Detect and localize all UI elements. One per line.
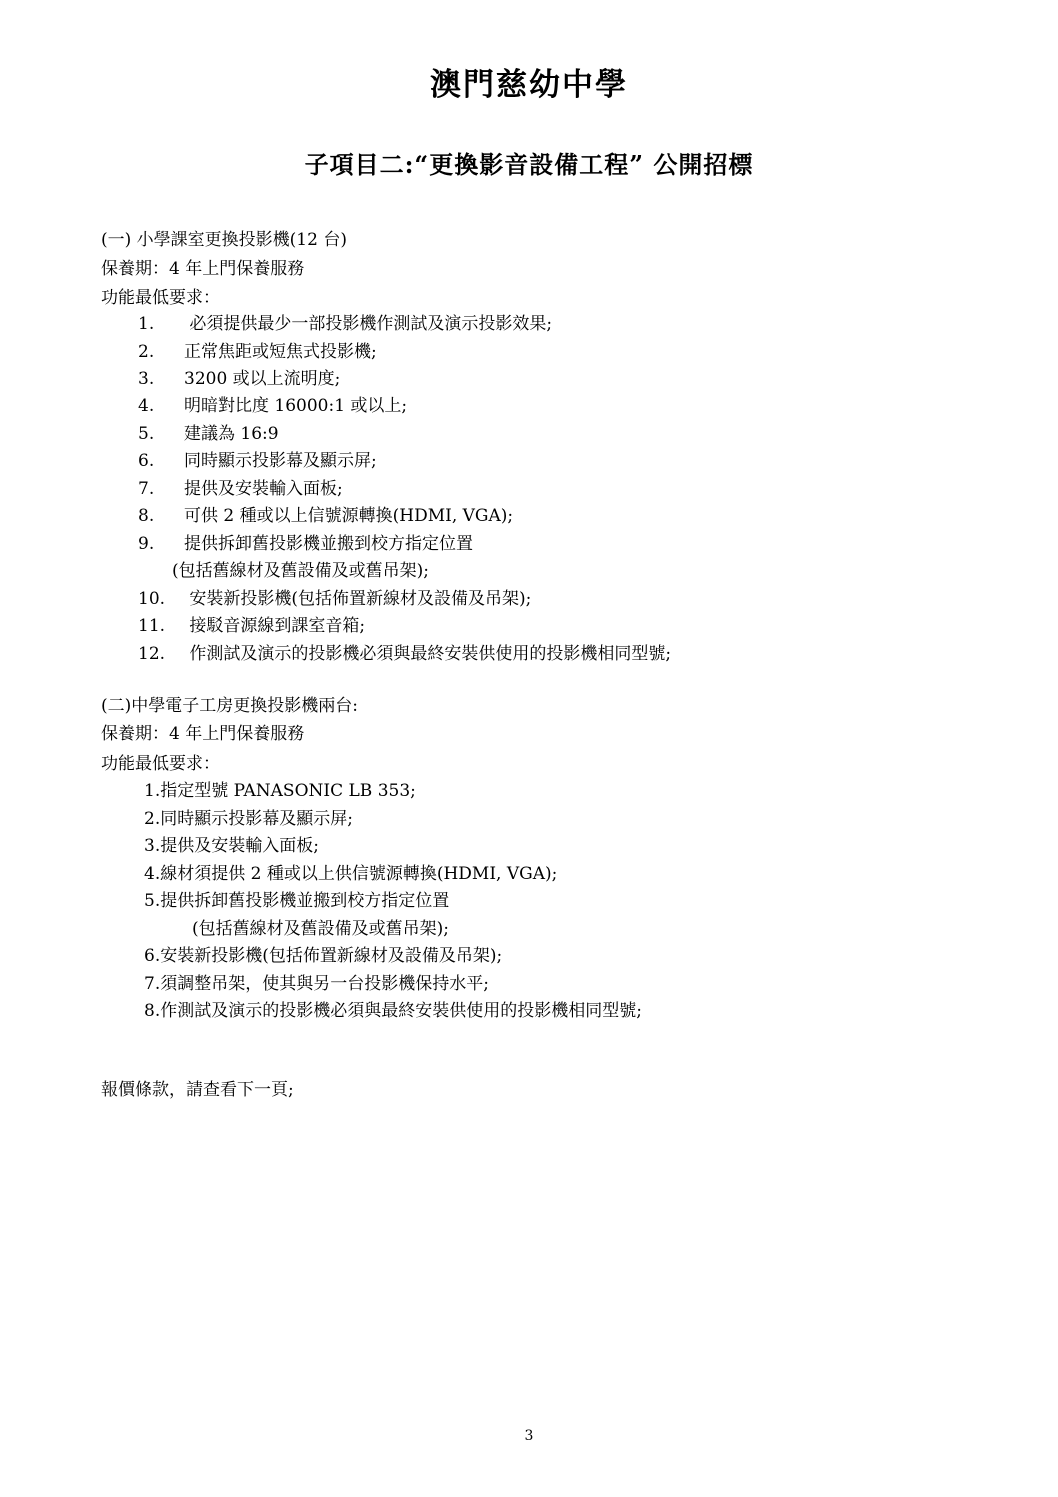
- item-number: 1.: [138, 314, 155, 334]
- item-number: 4.: [138, 396, 155, 416]
- item-text: 明暗對比度 16000:1 或以上;: [184, 396, 408, 416]
- page-number: 3: [524, 1428, 534, 1444]
- item-text: (包括舊線材及舊設備及或舊吊架);: [172, 561, 429, 581]
- section1-item: [138, 311, 552, 337]
- item-number: 11.: [138, 616, 166, 636]
- item-text: 接駁音源線到課室音箱;: [184, 616, 366, 636]
- item-number: 3.: [138, 369, 155, 389]
- section1-heading: (一) 小學課室更換投影機(12 台): [101, 230, 347, 250]
- section2-item: 8.作測試及演示的投影機必須與最終安裝供使用的投影機相同型號;: [144, 1001, 642, 1021]
- item-number: 10.: [138, 589, 166, 609]
- section2-item: 1.指定型號 PANASONIC LB 353;: [144, 781, 416, 801]
- section2-item: 7.須調整吊架，使其與另一台投影機保持水平;: [144, 974, 489, 994]
- item-text: 正常焦距或短焦式投影機;: [184, 342, 377, 362]
- item-number: 5.: [138, 424, 155, 444]
- section1-item: [138, 503, 513, 529]
- section2-item: 5.提供拆卸舊投影機並搬到校方指定位置: [144, 891, 450, 911]
- section1-item: [138, 366, 340, 392]
- project-title: 子項目二:“更換影音設備工程” 公開招標: [304, 150, 754, 179]
- section1-item: [138, 613, 365, 639]
- item-number: 12.: [138, 644, 166, 664]
- section1-item: [138, 531, 473, 557]
- section2-req-label: 功能最低要求：: [101, 754, 220, 774]
- item-text: 建議為 16:9: [184, 424, 279, 444]
- item-number: 7.: [138, 479, 155, 499]
- section2-item: 3.提供及安裝輸入面板;: [144, 836, 319, 856]
- section1-item: [138, 421, 279, 447]
- section2-item: 2.同時顯示投影幕及顯示屏;: [144, 809, 353, 829]
- item-number: 9.: [138, 534, 155, 554]
- item-text: 必須提供最少一部投影機作測試及演示投影效果;: [184, 314, 553, 334]
- footer-note: 報價條款，請查看下一頁;: [101, 1080, 294, 1100]
- section1-item: [138, 476, 343, 502]
- item-text: 作測試及演示的投影機必須與最終安裝供使用的投影機相同型號;: [184, 644, 672, 664]
- item-number: 6.: [138, 451, 155, 471]
- section2-heading: (二)中學電子工房更換投影機兩台:: [101, 696, 358, 716]
- section1-item: [138, 641, 671, 667]
- item-text: 3200 或以上流明度;: [184, 369, 341, 389]
- item-text: 安裝新投影機(包括佈置新線材及設備及吊架);: [184, 589, 532, 609]
- item-text: 提供拆卸舊投影機並搬到校方指定位置: [184, 534, 473, 554]
- item-text: 提供及安裝輸入面板;: [184, 479, 343, 499]
- section1-warranty: 保養期：4 年上門保養服務: [101, 259, 305, 279]
- section2-warranty: 保養期：4 年上門保養服務: [101, 724, 305, 744]
- item-number: 2.: [138, 342, 155, 362]
- section1-req-label: 功能最低要求：: [101, 288, 220, 308]
- section1-item-continuation: [172, 558, 429, 584]
- section2-item: 6.安裝新投影機(包括佈置新線材及設備及吊架);: [144, 946, 503, 966]
- section1-item: [138, 448, 377, 474]
- section1-item: [138, 586, 531, 612]
- school-title: 澳門慈幼中學: [430, 67, 628, 103]
- item-number: 8.: [138, 506, 155, 526]
- item-text: 同時顯示投影幕及顯示屏;: [184, 451, 377, 471]
- item-text: 可供 2 種或以上信號源轉換(HDMI, VGA);: [184, 506, 514, 526]
- section1-item: [138, 393, 407, 419]
- section2-item: 4.線材須提供 2 種或以上供信號源轉換(HDMI, VGA);: [144, 864, 558, 884]
- section1-item: [138, 339, 377, 365]
- section2-item-continuation: (包括舊線材及舊設備及或舊吊架);: [192, 919, 449, 939]
